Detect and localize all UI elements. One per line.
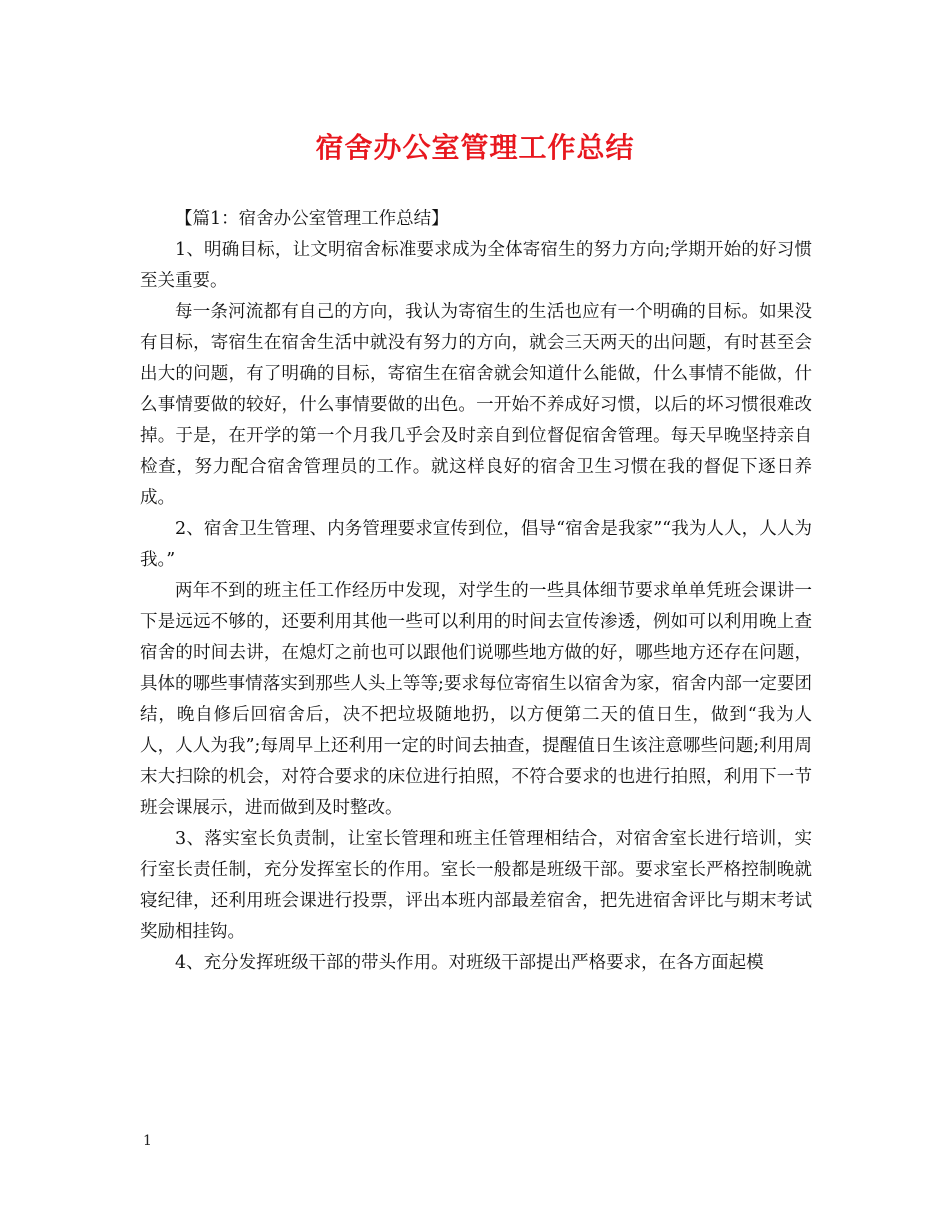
paragraph-2: 每一条河流都有自己的方向，我认为寄宿生的生活也应有一个明确的目标。如果没有目标，寄宿生在宿舍生活中就没有努力的方向，就会三天两天的出问题，有时甚至会出大的问题，有了明确的目标，寄宿生在宿舍就会知道什么能做，什么事情不能做，什么事情要做的较好，什么事情要做的出色。一开始不养成好习惯，以后的坏习惯很难改掉。于是，在开学的第一个月我几乎会及时亲自到位督促宿舍管理。每天早晚坚持亲自检查，努力配合宿舍管理员的工作。就这样良好的宿舍卫生习惯在我的督促下逐日养成。 [140, 302, 812, 508]
paragraph-5: 3、落实室长负责制，让室长管理和班主任管理相结合，对宿舍室长进行培训，实行室长责任制，充分发挥室长的作用。室长一般都是班级干部。要求室长严格控制晚就寝纪律，还利用班会课进行投票，评出本班内部最差宿舍，把先进宿舍评比与期末考试奖励相挂钩。 [140, 829, 812, 942]
document-body [140, 204, 812, 979]
document-title: 宿舍办公室管理工作总结 [315, 131, 635, 164]
page-number: 1 [143, 1133, 152, 1149]
paragraph-1: 1、明确目标，让文明宿舍标准要求成为全体寄宿生的努力方向;学期开始的好习惯至关重要。 [140, 240, 812, 291]
section-heading: 【篇1：宿舍办公室管理工作总结】 [175, 209, 449, 229]
paragraph-4: 两年不到的班主任工作经历中发现，对学生的一些具体细节要求单单凭班会课讲一下是远远不够的，还要利用其他一些可以利用的时间去宣传渗透，例如可以利用晚上查宿舍的时间去讲，在熄灯之前也可以跟他们说哪些地方做的好，哪些地方还存在问题，具体的哪些事情落实到那些人头上等等;要求每位寄宿生以宿舍为家，宿舍内部一定要团结，晚自修后回宿舍后，决不把垃圾随地扔，以方便第二天的值日生，做到“我为人人，人人为我”;每周早上还利用一定的时间去抽查，提醒值日生该注意哪些问题;利用周末大扫除的机会，对符合要求的床位进行拍照，不符合要求的也进行拍照，利用下一节班会课展示，进而做到及时整改。 [140, 581, 812, 818]
paragraph-6: 4、充分发挥班级干部的带头作用。对班级干部提出严格要求，在各方面起模 [175, 953, 764, 973]
paragraph-3: 2、宿舍卫生管理、内务管理要求宣传到位，倡导“宿舍是我家”“我为人人，人人为我。” [140, 519, 812, 570]
